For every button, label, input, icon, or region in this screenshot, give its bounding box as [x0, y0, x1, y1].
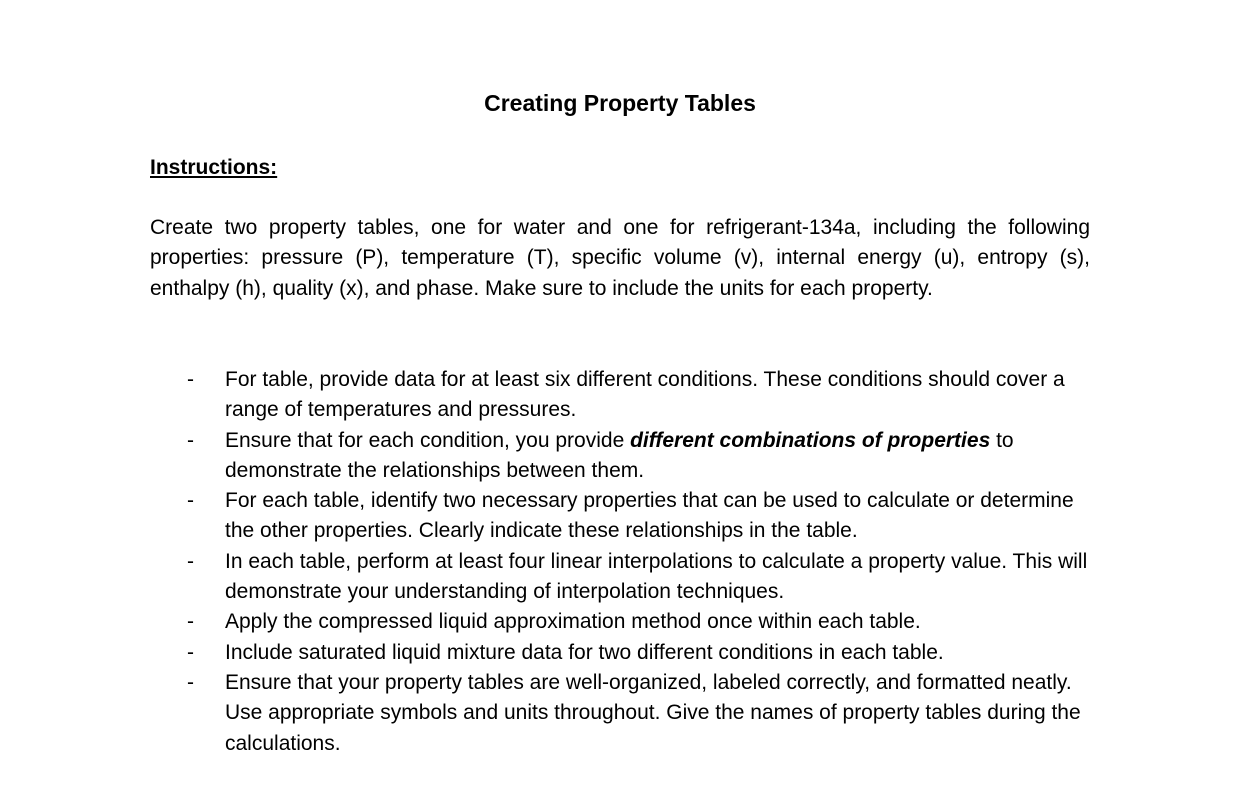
page-title: Creating Property Tables — [484, 90, 756, 116]
bullet-marker: - — [187, 549, 194, 573]
instruction-list — [150, 365, 1090, 759]
bullet-marker: - — [187, 640, 194, 664]
bullet-marker: - — [187, 489, 194, 513]
list-item — [150, 607, 1090, 637]
list-item-text: Ensure that your property tables are well-organized, labeled correctly, and formatted neatly. Use appropriate symbols and units throughout. Give the names of property tables during the calculations. — [225, 670, 1081, 755]
bullet-marker: - — [187, 670, 194, 694]
intro-paragraph: Create two property tables, one for water and one for refrigerant-134a, including the following properties: pressure (P), temperature (T), specific volume (v), internal energy (u), entropy (s), enthalpy (h), quality (x), and phase. Make sure to include the units for each property. — [150, 216, 1090, 300]
list-item — [150, 486, 1090, 547]
list-item — [150, 365, 1090, 426]
list-item — [150, 547, 1090, 608]
list-item-text: Apply the compressed liquid approximation method once within each table. — [225, 610, 921, 634]
list-item — [150, 426, 1090, 487]
list-item-text: For table, provide data for at least six different conditions. These conditions should cover a range of temperatures and pressures. — [225, 368, 1065, 422]
instructions-heading: Instructions: — [150, 156, 278, 179]
emphasis-text: different combinations of properties — [630, 428, 991, 452]
list-item-text: For each table, identify two necessary properties that can be used to calculate or determine the other properties. Clearly indicate these relationships in the table. — [225, 489, 1074, 543]
list-item-text: Include saturated liquid mixture data for two different conditions in each table. — [225, 640, 944, 664]
bullet-marker: - — [187, 368, 194, 391]
list-item-text: In each table, perform at least four linear interpolations to calculate a property value. This will demonstrate your understanding of interpolation techniques. — [225, 549, 1088, 604]
list-item — [150, 638, 1090, 668]
list-item-text: to demonstrate the relationships between them. — [225, 428, 1014, 482]
bullet-marker: - — [187, 428, 194, 452]
list-item-text: Ensure that for each condition, you provide — [225, 428, 631, 452]
list-item — [150, 668, 1090, 759]
bullet-marker: - — [187, 610, 194, 634]
